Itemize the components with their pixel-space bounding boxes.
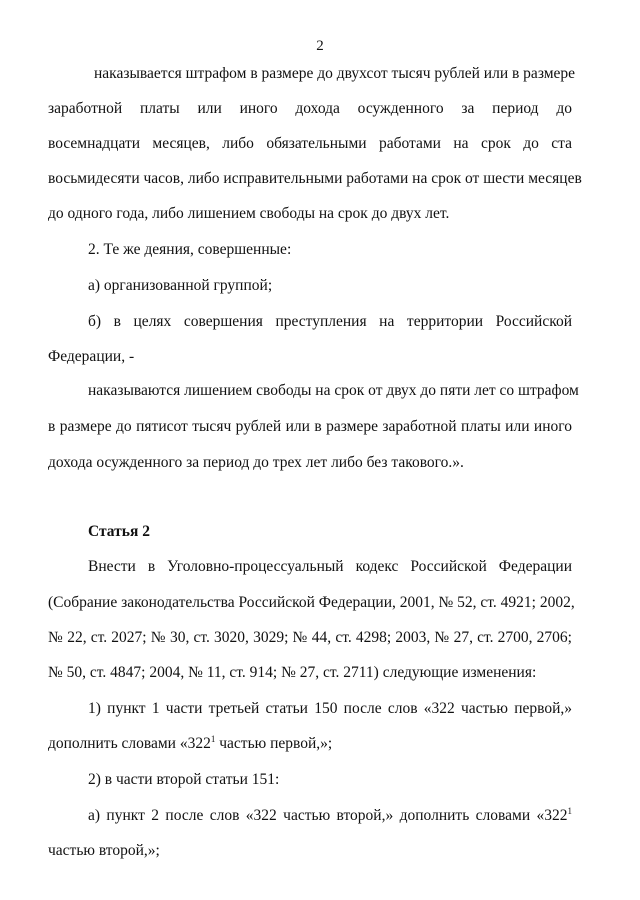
article-2-intro-line-4: № 50, ст. 4847; 2004, № 11, ст. 914; № 27, ст. 2711) следующие изменения: xyxy=(48,664,537,681)
part1-line-1: наказывается штрафом в размере до двухсот тысяч рублей или в размере xyxy=(94,65,576,82)
article-2-heading: Статья 2 xyxy=(88,523,150,540)
part2-penalty-line-2: в размере до пятисот тысяч рублей или в размере заработной платы или иного xyxy=(48,418,572,435)
article-2-intro-line-2: (Собрание законодательства Российской Федерации, 2001, № 52, ст. 4921; 2002, xyxy=(48,594,575,611)
article-2-item-1-line-1: 1) пункт 1 части третьей статьи 150 после слов «322 частью первой,» xyxy=(88,700,572,717)
part1-line-2: заработной платы или иного дохода осужденного за период до xyxy=(48,100,572,117)
part2-penalty-line-1: наказываются лишением свободы на срок от двух до пяти лет со штрафом xyxy=(88,382,579,399)
part1-line-3: восемнадцати месяцев, либо обязательными работами на срок до ста xyxy=(48,135,572,152)
page-number: 2 xyxy=(316,38,324,54)
part2-item-b-line-2: Федерации, - xyxy=(48,348,135,365)
article-2-item-2a-line-1: а) пункт 2 после слов «322 частью второй,» дополнить словами «$322^1$ xyxy=(88,806,572,824)
part2-penalty-line-3: дохода осужденного за период до трех лет либо без такового.». xyxy=(48,454,464,471)
part1-line-4: восьмидесяти часов, либо исправительными работами на срок от шести месяцев xyxy=(48,170,582,187)
part1-line-5: до одного года, либо лишением свободы на срок до двух лет. xyxy=(48,205,450,222)
article-2-item-1-line-2: дополнить словами «$322^1$ частью первой,»; xyxy=(48,734,333,752)
article-2-intro-line-1: Внести в Уголовно-процессуальный кодекс Российской Федерации xyxy=(88,558,572,575)
article-2-intro-line-3: № 22, ст. 2027; № 30, ст. 3020, 3029; № 44, ст. 4298; 2003, № 27, ст. 2700, 2706; xyxy=(48,629,572,646)
part2-item-a: а) организованной группой; xyxy=(88,277,273,294)
part2-item-b-line-1: б) в целях совершения преступления на территории Российской xyxy=(88,313,572,330)
part2-title: 2. Те же деяния, совершенные: xyxy=(88,241,292,258)
article-2-item-2a-line-2: частью второй,»; xyxy=(48,842,160,859)
article-2-item-2: 2) в части второй статьи 151: xyxy=(88,771,280,788)
